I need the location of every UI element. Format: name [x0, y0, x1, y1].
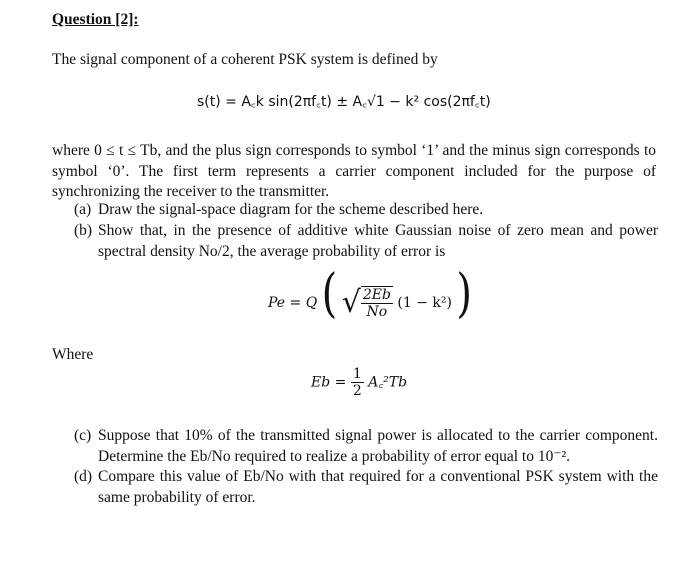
part-c-label: (c)	[74, 427, 92, 444]
pe-frac-num: 2Eb	[362, 287, 391, 303]
eb-frac-den: 2	[352, 383, 362, 399]
left-paren: (	[321, 264, 338, 324]
part-c-text: Suppose that 10% of the transmitted signal power is allocated to the carrier component. Determine the Eb/No required to realize a probability of error equal to 10⁻².	[98, 427, 658, 465]
part-a-label: (a)	[74, 201, 92, 218]
error-probability-equation: Pe = Q ( √ $\frac{2Eb}{No}$ (1 − k²) )	[268, 264, 473, 324]
eb-lhs: Eb	[311, 374, 331, 391]
pe-factor: (1 − k²)	[397, 294, 452, 311]
part-d-text: Compare this value of Eb/No with that required for a conventional PSK system with the same probability of error.	[98, 468, 658, 506]
pe-func: Q	[305, 295, 318, 311]
eb-frac-num: 1	[352, 366, 362, 382]
right-paren: )	[456, 264, 473, 324]
part-a	[74, 200, 658, 221]
part-a-text: Draw the signal-space diagram for the scheme described here.	[98, 201, 484, 218]
signal-equation: s(t) = A꜀k sin(2πf꜀t) ± A꜀√1 − k² cos(2πf꜀t)	[197, 94, 491, 110]
part-b-text: Show that, in the presence of additive white Gaussian noise of zero mean and power spectral density No/2, the average probability of error is	[98, 222, 658, 260]
intro-text: The signal component of a coherent PSK system is defined by	[52, 51, 438, 68]
sqrt-symbol: √	[341, 284, 361, 320]
part-d	[74, 467, 658, 508]
pe-lhs: Pe	[268, 295, 286, 311]
eb-fraction	[351, 366, 364, 399]
part-c	[74, 426, 658, 467]
part-b	[74, 221, 658, 262]
where-label: Where	[52, 346, 94, 363]
part-b-label: (b)	[74, 222, 93, 239]
eb-rhs: A꜀²Tb	[368, 374, 408, 391]
pe-frac-den: No	[366, 304, 388, 320]
energy-equation: Eb = $\frac{1}{2}$ A꜀²Tb	[311, 366, 408, 399]
where-paragraph: where 0 ≤ t ≤ Tb, and the plus sign corresponds to symbol ‘1’ and the minus sign corresponds to symbol ‘0’. The first term represents a carrier component included for the purpose of synchronizing the receiver to the transmitter.	[52, 142, 656, 200]
part-d-label: (d)	[74, 468, 93, 485]
question-title: Question [2]:	[52, 11, 139, 28]
pe-fraction	[361, 287, 393, 320]
